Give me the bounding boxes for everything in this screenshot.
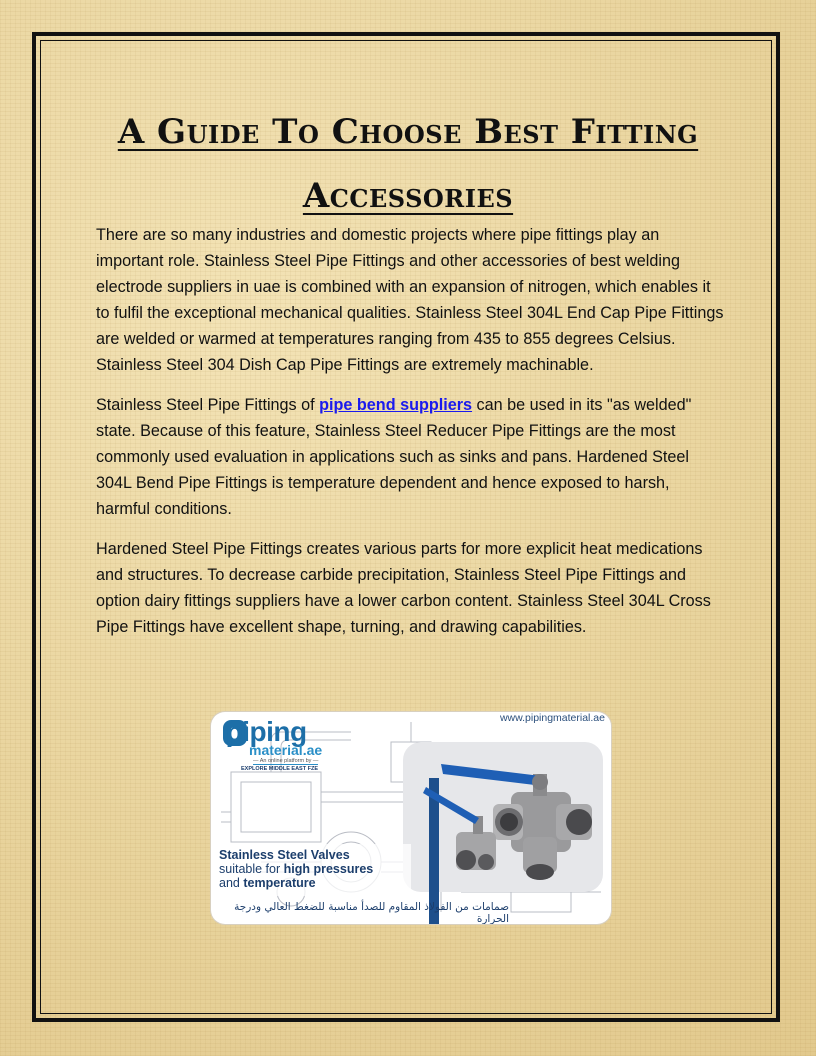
arabic-caption: صمامات من الفولاذ المقاوم للصدأ مناسبة للضغط العالي ودرجة الحرارة bbox=[234, 901, 509, 924]
logo-company: EXPLORE MIDDLE EAST FZE bbox=[241, 766, 319, 772]
paragraph-2 bbox=[96, 392, 726, 522]
promo-image-stainless-valves bbox=[211, 712, 611, 924]
caption-line-1: Stainless Steel Valves bbox=[219, 848, 350, 862]
caption-line-3-bold: temperature bbox=[243, 876, 316, 890]
caption-line-3-prefix: and bbox=[219, 876, 244, 890]
caption-line-2-prefix: suitable for bbox=[219, 862, 284, 876]
paragraph-3: Hardened Steel Pipe Fittings creates various parts for more explicit heat medications and structures. To decrease carbide precipitation, Stainless Steel Pipe Fittings and option dairy fittings suppliers have a lower carbon content. Stainless Steel 304L Cross Pipe Fittings have excellent shape, turning, and drawing capabilities. bbox=[96, 540, 711, 636]
promo-caption bbox=[219, 848, 373, 890]
paragraph-2-start: Stainless Steel Pipe Fittings of bbox=[96, 396, 320, 414]
article-body bbox=[96, 222, 726, 654]
pipe-bend-suppliers-link[interactable]: pipe bend suppliers bbox=[319, 396, 473, 414]
page-title bbox=[60, 100, 756, 228]
paragraph-2-end: can be used in its "as welded" state. Because of this feature, Stainless Steel Reducer Pipe Fittings are the most commonly used evaluation in applications such as sinks and pans. Hardened Steel 304L Bend Pipe Fittings is temperature dependent and hence exposed to harsh, harmful conditions. bbox=[96, 396, 692, 518]
logo-tagline: — An online platform by — bbox=[253, 758, 319, 764]
logo-wordmark: piping bbox=[225, 716, 307, 747]
website-url: www.pipingmaterial.ae bbox=[499, 712, 605, 724]
title-line-2: Accessories bbox=[302, 176, 514, 216]
paragraph-1: There are so many industries and domestic projects where pipe fittings play an important role. Stainless Steel Pipe Fittings and other accessories of best welding electrode suppliers in uae is combined with an expansion of nitrogen, which enables it to fulfil the exceptional mechanical qualities. Stainless Steel 304L End Cap Pipe Fittings are welded or warmed at temperatures ranging from 435 to 855 degrees Celsius. Stainless Steel 304 Dish Cap Pipe Fittings are extremely machinable. bbox=[96, 226, 724, 374]
caption-line-2-bold: high pressures bbox=[283, 862, 374, 876]
logo-domain: material.ae bbox=[249, 742, 323, 758]
title-line-1: A Guide To Choose Best Fitting bbox=[117, 112, 699, 152]
